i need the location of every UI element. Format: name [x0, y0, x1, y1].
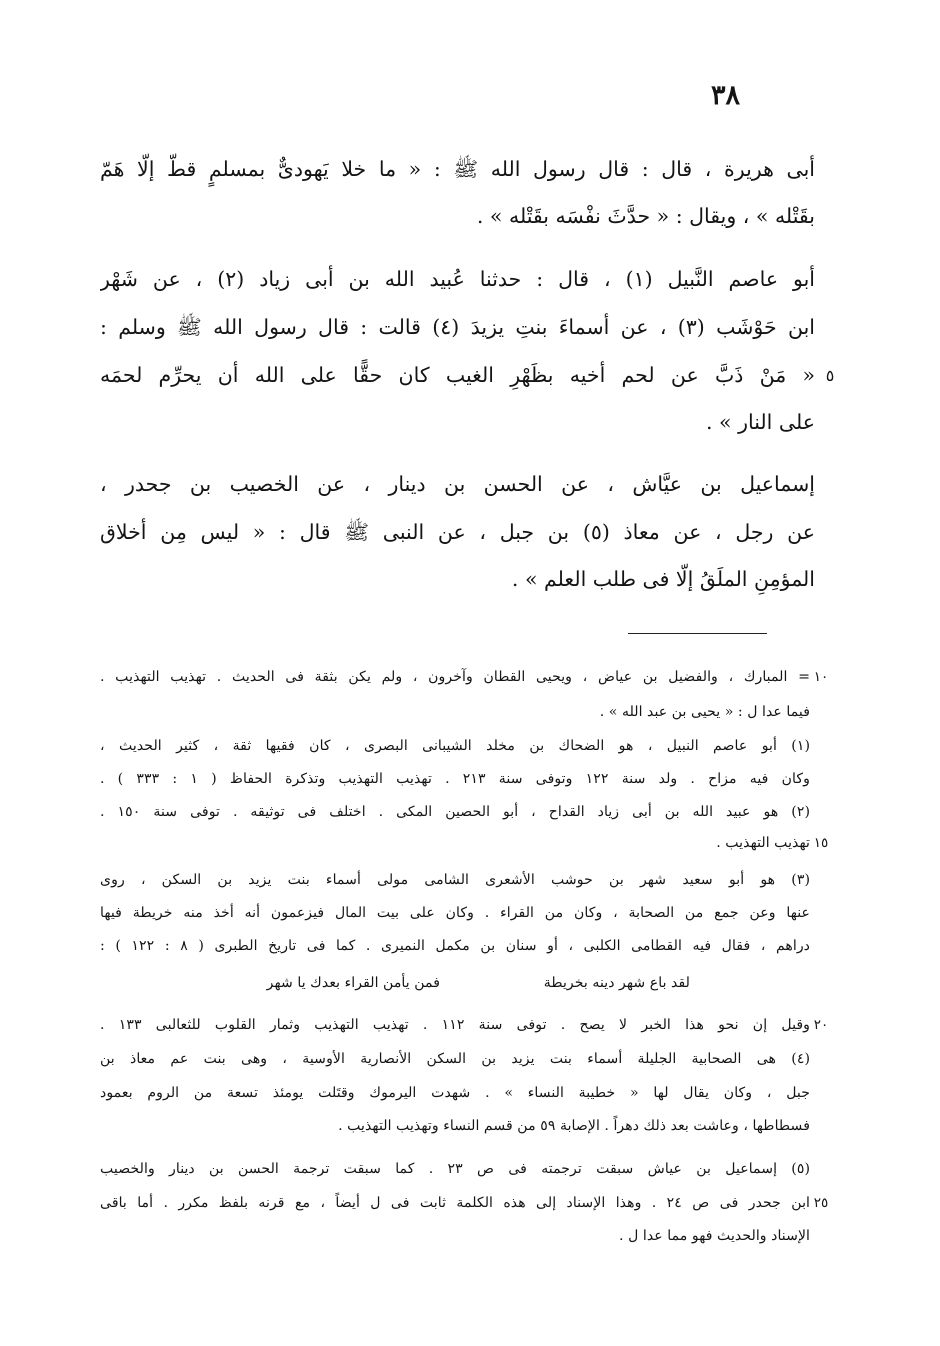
footnote-line-12: جبل ، وكان يقال لها « خطيبة النساء » . شهدت اليرموك وقتَلت يومئذ تسعة من الروم بعمود: [100, 1085, 810, 1101]
line-number-25: ٢٥: [813, 1195, 829, 1211]
line-number-20: ٢٠: [813, 1017, 829, 1033]
page-number: ٣٨: [710, 80, 740, 111]
verse-hemistich-1: لقد باع شهر دينه بخريطة: [543, 975, 690, 991]
footnote-line-1: = المبارك ، والفضيل بن عياض ، ويحيى القطان وآخرون ، ولم يكن بثقة فى الحديث . تهذيب التهذيب .: [100, 669, 810, 685]
line-number-15: ١٥: [813, 835, 829, 851]
footnote-line-15: ابن جحدر فى ص ٢٤ . وهذا الإسناد إلى هذه الكلمة ثابت فى ل أيضاً ، مع قرنه بلفظ مكرر . أما باقى: [100, 1195, 810, 1211]
main-line-9: المؤمِنِ الملَقُ إلّا فى طلب العلم » .: [511, 567, 815, 591]
footnote-separator: [628, 633, 767, 634]
footnote-line-10: وقيل إن نحو هذا الخبر لا يصح . توفى سنة ١١٢ . تهذيب التهذيب وثمار القلوب للثعالبى ١٣٣ .: [100, 1017, 810, 1033]
footnote-line-11: (٤) هى الصحابية الجليلة أسماء بنت يزيد بن السكن الأنصارية الأوسية ، وهى بنت عم معاذ بن: [100, 1051, 810, 1067]
verse-hemistich-2: فمن يأمن القراء بعدك يا شهر: [266, 975, 440, 991]
main-line-4: ابن حَوْشَب (٣) ، عن أسماءَ بنتِ يزيدَ (٤) قالت : قال رسول الله ﷺ وسلم :: [100, 315, 815, 339]
main-line-3: أبو عاصم النَّبيل (١) ، قال : حدثنا عُبيد الله بن أبى زياد (٢) ، عن شَهْر: [100, 267, 815, 291]
main-line-7: إسماعيل بن عيَّاش ، عن الحسن بن دينار ، عن الخصيب بن جحدر ،: [100, 472, 815, 496]
footnote-line-6: تهذيب التهذيب .: [716, 835, 810, 851]
main-line-1: أبى هريرة ، قال : قال رسول الله ﷺ : « ما خلا يَهودىٌّ بمسلمٍ قطّ إلّا هَمّ: [100, 157, 815, 181]
footnote-line-14: (٥) إسماعيل بن عياش سبقت ترجمته فى ص ٢٣ . كما سبقت ترجمة الحسن بن دينار والخصيب: [100, 1161, 810, 1177]
footnote-line-5: (٢) هو عبيد الله بن أبى زياد القداح ، أبو الحصين المكى . اختلف فى توثيقه . توفى سنة ١٥٠ .: [100, 804, 810, 820]
main-line-5: « مَنْ ذَبَّ عن لحم أخيه بظَهْرِ الغيب كان حقًّا على الله أن يحرِّم لحمَه: [100, 363, 815, 387]
footnote-line-3: (١) أبو عاصم النبيل ، هو الضحاك بن مخلد الشيبانى البصرى ، كان فقيها ثقة ، كثير الحديث ،: [100, 738, 810, 754]
footnote-line-4: وكان فيه مزاح . ولد سنة ١٢٢ وتوفى سنة ٢١٣ . تهذيب التهذيب وتذكرة الحفاظ ( ١ : ٣٣٣ ) .: [100, 771, 810, 787]
main-line-6: على النار » .: [706, 410, 815, 434]
footnote-line-16: الإسناد والحديث فهو مما عدا ل .: [619, 1228, 810, 1244]
line-number-10: ١٠: [813, 669, 829, 685]
main-line-8: عن رجل ، عن معاذ (٥) بن جبل ، عن النبى ﷺ قال : « ليس مِن أخلاق: [100, 520, 815, 544]
footnote-line-7: (٣) هو أبو سعيد شهر بن حوشب الأشعرى الشامى مولى أسماء بنت يزيد بن السكن ، روى: [100, 872, 810, 888]
footnote-line-9: دراهم ، فقال فيه القطامى الكلبى ، أو سنان بن مكمل النميرى . كما فى تاريخ الطبرى ( ٨ : ١٢٢ ) :: [100, 938, 810, 954]
footnote-line-13: فسطاطها ، وعاشت بعد ذلك دهراً . الإصابة ٥٩ من قسم النساء وتهذيب التهذيب .: [338, 1118, 810, 1134]
line-number-5: ٥: [825, 366, 835, 385]
main-line-2: بقَتْله » ، ويقال : « حدَّثَ نفْسَه بقَتْله » .: [476, 204, 815, 228]
footnote-line-2: فيما عدا ل : « يحيى بن عبد الله » .: [599, 704, 810, 720]
footnote-line-8: عنها وعن جمع من الصحابة ، وكان من القراء . وكان على بيت المال فيزعمون أنه أخذ منه خريطة فيها: [100, 905, 810, 921]
